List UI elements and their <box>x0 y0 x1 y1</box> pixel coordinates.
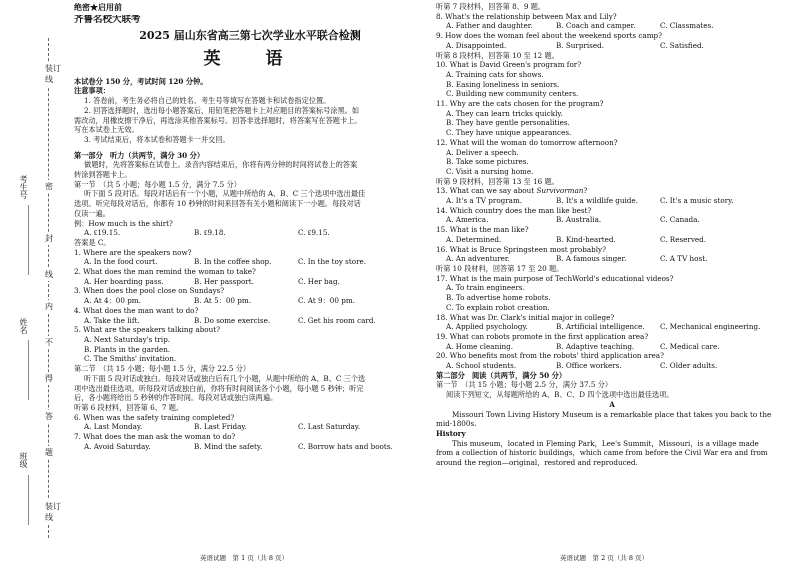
question-11: 11. Why are the cats chosen for the program? <box>436 99 604 109</box>
option: A. Home cleaning. <box>446 341 514 351</box>
option: C. Medical care. <box>660 341 720 351</box>
left-column <box>74 2 426 451</box>
notice-line: 写在本试卷上无效。 <box>74 125 139 135</box>
seal-char: 答 <box>45 412 53 421</box>
question-5: 5. What are the speakers talking about? <box>74 325 221 335</box>
option: A. An adventurer. <box>446 254 510 264</box>
seal-char: 封 <box>45 234 53 243</box>
option: B. In the coffee shop. <box>194 257 272 267</box>
passage-letter: A <box>609 399 615 409</box>
notice-line: 3. 考试结束后，将本试卷和答题卡一并交回。 <box>84 134 230 144</box>
option: A. Last Monday. <box>84 422 143 432</box>
option: C. Borrow hats and boots. <box>298 441 393 451</box>
option: B. ₤9.18. <box>194 228 226 238</box>
score-info: 本试卷分 150 分，考试时间 120 分钟。 <box>74 76 208 86</box>
passage-paragraph: mid-1800s. <box>436 419 477 429</box>
option: C. Older adults. <box>660 361 718 371</box>
question-20-options <box>436 361 788 371</box>
question-4-options <box>74 316 426 326</box>
name-line <box>28 340 29 400</box>
option: B. Kind-hearted. <box>556 234 616 244</box>
question-3: 3. When does the pool close on Sundays? <box>74 286 225 296</box>
part2-section1-instructions: 阅读下列短文，从每题所给的 A、B、C、D 四个选项中选出最佳选项。 <box>446 390 674 400</box>
option: B. Mind the safety. <box>194 441 263 451</box>
question-15: 15. What is the man like? <box>436 225 529 235</box>
candidate-number-line <box>28 205 29 275</box>
section1-instructions: 仅读一遍。 <box>74 208 110 218</box>
option: C. Her bag. <box>298 276 340 286</box>
passage-paragraph: from a collection of historic buildings，which came from before the Civil War era and from <box>436 448 768 458</box>
subject-title: 英 语 <box>203 48 297 69</box>
option: A. They can learn tricks quickly. <box>446 108 563 118</box>
question-10: 10. What is David Green's program for? <box>436 60 582 70</box>
question-8-options <box>436 21 788 31</box>
option: A. Next Saturday's trip. <box>84 334 171 344</box>
question-16: 16. What is Bruce Springsteen most probably? <box>436 244 606 254</box>
question-18: 18. What was Dr. Clark's initial major in college? <box>436 312 615 322</box>
corner-mark-bottom: 装订线 <box>45 502 61 522</box>
page-footer: 英语试题 第 1 页（共 8 页） <box>200 554 289 562</box>
question-12: 12. What will the woman do tomorrow afternoon? <box>436 137 618 147</box>
question-1-options <box>74 257 426 267</box>
class-label: 班级 <box>19 452 28 468</box>
option: C. Reserved. <box>660 234 707 244</box>
part1-heading: 第一部分 听力（共两节，满分 30 分） <box>74 150 205 160</box>
segment-6-heading: 听第 6 段材料，回答第 6、7 题。 <box>74 402 184 412</box>
question-19-options <box>436 342 788 352</box>
section2-instructions: 项中选出最佳选项。听每段对话或独白前，你将有时间阅读各个小题，每小题 5 秒钟；听完 <box>74 383 364 393</box>
example-question: 例：How much is the shirt? <box>74 218 173 228</box>
option: A. Determined. <box>446 234 502 244</box>
option: A. To train engineers. <box>446 283 525 293</box>
question-3-options <box>74 296 426 306</box>
seal-char: 内 <box>45 302 53 311</box>
option: B. A famous singer. <box>556 254 627 264</box>
question-13-mark: ? <box>583 186 588 196</box>
segment-9-heading: 听第 9 段材料，回答第 13 至 16 题。 <box>436 176 559 186</box>
question-2-options <box>74 277 426 287</box>
option: C. Get his room card. <box>298 315 376 325</box>
option: A. Father and daughter. <box>446 21 533 31</box>
option: C. To explain robot creation. <box>446 302 550 312</box>
question-6-options <box>74 422 426 432</box>
section1-heading: 第一节 （共 5 小题；每小题 1.5 分，满分 7.5 分） <box>74 179 241 189</box>
question-4: 4. What does the man want to do? <box>74 305 199 315</box>
option: B. Australia. <box>556 215 602 225</box>
binding-strip <box>0 0 62 569</box>
option: B. They have gentle personalities. <box>446 118 570 128</box>
passage-paragraph: This museum，located in Fleming Park，Lee's Summit，Missouri，is a village made <box>452 438 759 448</box>
page-footer: 英语试题 第 2 页（共 8 页） <box>560 554 649 562</box>
option: A. America. <box>446 215 489 225</box>
notice-line: 1. 答卷前，考生务必将自己的姓名、考生号等填写在答题卡和试卷指定位置。 <box>84 96 331 106</box>
option: C. A TV host. <box>660 254 708 264</box>
question-7-options <box>74 442 426 452</box>
option: C. The Smiths' invitation. <box>84 354 177 364</box>
option: A. Deliver a speech. <box>446 147 519 157</box>
option: B. Last Friday. <box>194 422 247 432</box>
question-16-options <box>436 254 788 264</box>
option: C. Classmates. <box>660 21 714 31</box>
passage-subheading: History <box>436 428 466 438</box>
organizer: 齐鲁名校大联考 <box>74 15 141 25</box>
seal-char: 不 <box>45 338 53 347</box>
section1-instructions: 选项。听完每段对话后，你都有 10 秒钟的时间来回答有关小题和阅读下一小题。每段对话 <box>74 199 361 209</box>
option: C. Building new community centers. <box>446 89 579 99</box>
option: C. Last Saturday. <box>298 422 361 432</box>
notice-heading: 注意事项： <box>74 86 110 96</box>
segment-10-heading: 听第 10 段材料，回答第 17 至 20 题。 <box>436 263 564 273</box>
option: C. Canada. <box>660 215 700 225</box>
option: B. At 5：00 pm. <box>194 296 251 306</box>
option: B. Her passport. <box>194 276 254 286</box>
option: B. It's a wildlife guide. <box>556 196 638 206</box>
option: B. Adaptive teaching. <box>556 341 635 351</box>
section2-heading: 第二节 （共 15 小题；每小题 1.5 分，满分 22.5 分） <box>74 364 251 374</box>
question-13-text: 13. What can we say about <box>436 186 537 196</box>
question-18-options <box>436 322 788 332</box>
section2-instructions: 后，各小题将给出 5 秒钟的作答时间。每段对话或独白读两遍。 <box>74 393 278 403</box>
question-17: 17. What is the main purpose of TechWorld's educational videos? <box>436 273 674 283</box>
question-9: 9. How does the woman feel about the weekend sports camp? <box>436 31 662 41</box>
option: A. Disappointed. <box>446 40 507 50</box>
option: B. Do some exercise. <box>194 315 271 325</box>
seal-char: 密 <box>45 182 53 191</box>
option: A. Applied psychology. <box>446 322 528 332</box>
part1-instructions: 做题时，先将答案标在试卷上。录音内容结束后，你将有两分钟的时间将试卷上的答案 <box>84 160 358 170</box>
part2-heading: 第二部分 阅读（共两节，满分 50 分） <box>436 370 567 380</box>
option: C. At 9：00 pm. <box>298 296 355 306</box>
question-6: 6. When was the safety training completed? <box>74 412 235 422</box>
option: C. Satisfied. <box>660 40 704 50</box>
name-label: 姓名 <box>19 318 28 334</box>
option: A. Take the lift. <box>84 315 140 325</box>
notice-line: 需改动，用橡皮擦干净后，再选涂其他答案标号。回答非选择题时，将答案写在答题卡上。 <box>74 115 362 125</box>
option: B. To advertise home robots. <box>446 293 551 303</box>
part1-instructions: 转涂到答题卡上。 <box>74 170 132 180</box>
question-19: 19. What can robots promote in the first application area? <box>436 331 649 341</box>
candidate-number-label: 考生号 <box>19 175 28 199</box>
option: A. Her boarding pass. <box>84 276 164 286</box>
segment-8-heading: 听第 8 段材料，回答第 10 至 12 题。 <box>436 50 559 60</box>
option: A. At 4：00 pm. <box>84 296 141 306</box>
notice-line: 2. 回答选择题时，选出每小题答案后，用铅笔把答题卡上对应题目的答案标号涂黑。如 <box>84 105 360 115</box>
exam-title: 2025 届山东省高三第七次学业水平联合检测 <box>139 28 361 42</box>
option: C. Mechanical engineering. <box>660 322 761 332</box>
question-13 <box>436 186 788 196</box>
example-answer: 答案是 C。 <box>74 237 111 247</box>
question-9-options <box>436 41 788 51</box>
example-options <box>74 228 426 238</box>
option: C. In the toy store. <box>298 257 367 267</box>
seal-char: 题 <box>45 448 53 457</box>
option: B. Surprised. <box>556 40 605 50</box>
option: C. Visit a nursing home. <box>446 166 534 176</box>
class-line <box>28 475 29 525</box>
question-2: 2. What does the man remind the woman to take? <box>74 267 256 277</box>
option: B. Office workers. <box>556 361 622 371</box>
option: A. Avoid Saturday. <box>84 441 151 451</box>
seal-line <box>48 38 49 538</box>
option: B. Easing loneliness in seniors. <box>446 79 560 89</box>
option: C. They have unique appearances. <box>446 128 572 138</box>
part2-section1-heading: 第一节 （共 15 小题；每小题 2.5 分，满分 37.5 分） <box>436 380 613 390</box>
question-15-options <box>436 235 788 245</box>
question-14: 14. Which country does the man like best? <box>436 205 592 215</box>
section1-instructions: 听下面 5 段对话。每段对话后有一个小题，从题中所给的 A、B、C 三个选项中选出最佳 <box>84 189 366 199</box>
option: B. Artificial intelligence. <box>556 322 645 332</box>
seal-char: 得 <box>45 374 53 383</box>
option: B. Plants in the garden. <box>84 344 171 354</box>
question-14-options <box>436 215 788 225</box>
section2-instructions: 听下面 5 段对话或独白。每段对话或独白后有几个小题，从题中所给的 A、B、C 三个选 <box>84 373 366 383</box>
seal-char: 线 <box>45 270 53 279</box>
passage-paragraph: Missouri Town Living History Museum is a remarkable place that takes you back to the <box>452 409 772 419</box>
show-title: Survivorman <box>536 186 584 196</box>
question-13-options <box>436 196 788 206</box>
question-7: 7. What does the man ask the woman to do? <box>74 432 236 442</box>
passage-paragraph: around the region—original，restored and reproduced. <box>436 458 638 468</box>
option: A. ₤19.15. <box>84 228 121 238</box>
option: C. ₤9.15. <box>298 228 330 238</box>
option: A. It's a TV program. <box>446 196 523 206</box>
option: A. In the food court. <box>84 257 158 267</box>
segment-7-heading: 听第 7 段材料，回答第 8、9 题。 <box>436 2 546 11</box>
corner-mark-top: 装订线 <box>45 64 61 84</box>
option: A. School students. <box>446 361 517 371</box>
question-1: 1. Where are the speakers now? <box>74 247 192 257</box>
confidential-mark: 绝密★启用前 <box>74 2 122 12</box>
option: B. Coach and camper. <box>556 21 636 31</box>
question-8: 8. What's the relationship between Max and Lily? <box>436 11 617 21</box>
right-column <box>436 2 788 468</box>
option: A. Training cats for shows. <box>446 69 544 79</box>
option: C. It's a music story. <box>660 196 734 206</box>
option: B. Take some pictures. <box>446 157 529 167</box>
question-20: 20. Who benefits most from the robots' third application area? <box>436 351 664 361</box>
